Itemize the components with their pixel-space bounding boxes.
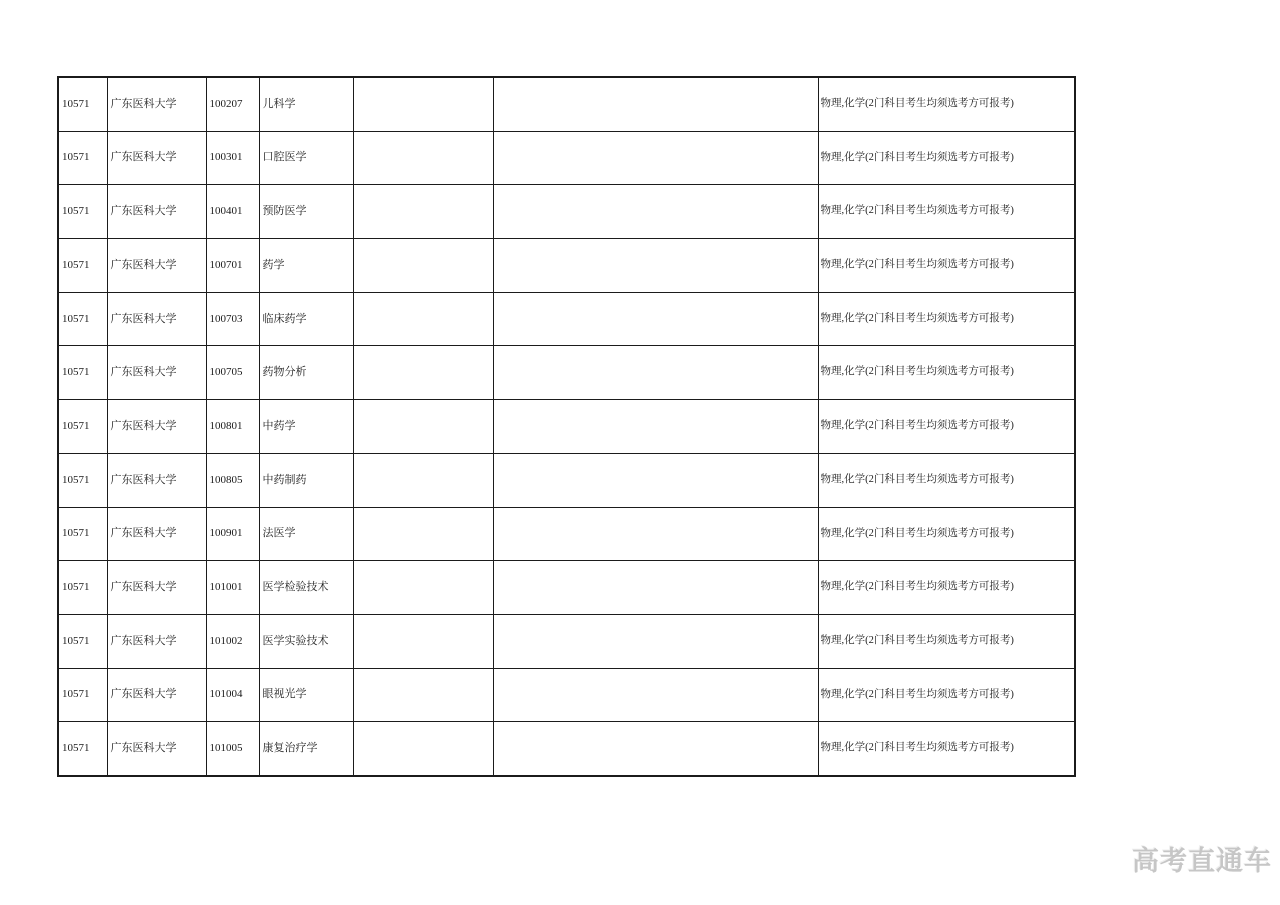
school-name-cell: 广东医科大学 bbox=[107, 561, 206, 615]
table-row bbox=[58, 131, 1075, 185]
empty-cell bbox=[493, 131, 818, 185]
major-code-cell: 101004 bbox=[206, 668, 259, 722]
school-name-cell: 广东医科大学 bbox=[107, 77, 206, 131]
school-name-cell: 广东医科大学 bbox=[107, 185, 206, 239]
major-name-cell: 预防医学 bbox=[259, 185, 353, 239]
table-row bbox=[58, 668, 1075, 722]
major-name-cell: 医学实验技术 bbox=[259, 614, 353, 668]
school-name-cell: 广东医科大学 bbox=[107, 400, 206, 454]
empty-cell bbox=[353, 185, 493, 239]
empty-cell bbox=[353, 722, 493, 776]
empty-cell bbox=[353, 239, 493, 293]
major-name-cell: 临床药学 bbox=[259, 292, 353, 346]
major-name-cell: 中药制药 bbox=[259, 453, 353, 507]
empty-cell bbox=[493, 185, 818, 239]
gaokao-zhitongche-watermark: 高考直通车 bbox=[1132, 846, 1272, 876]
school-name-cell: 广东医科大学 bbox=[107, 614, 206, 668]
admission-table-body bbox=[58, 77, 1075, 776]
school-name-cell: 广东医科大学 bbox=[107, 507, 206, 561]
subject-requirement-cell: 物理,化学(2门科目考生均须选考方可报考) bbox=[818, 185, 1075, 239]
subject-requirement-cell: 物理,化学(2门科目考生均须选考方可报考) bbox=[818, 292, 1075, 346]
empty-cell bbox=[353, 77, 493, 131]
school-code-cell: 10571 bbox=[58, 400, 107, 454]
major-name-cell: 药物分析 bbox=[259, 346, 353, 400]
empty-cell bbox=[353, 561, 493, 615]
major-code-cell: 100207 bbox=[206, 77, 259, 131]
school-code-cell: 10571 bbox=[58, 561, 107, 615]
subject-requirement-cell: 物理,化学(2门科目考生均须选考方可报考) bbox=[818, 131, 1075, 185]
subject-requirement-cell: 物理,化学(2门科目考生均须选考方可报考) bbox=[818, 239, 1075, 293]
table-row bbox=[58, 561, 1075, 615]
major-code-cell: 100701 bbox=[206, 239, 259, 293]
major-code-cell: 101002 bbox=[206, 614, 259, 668]
subject-requirement-cell: 物理,化学(2门科目考生均须选考方可报考) bbox=[818, 668, 1075, 722]
empty-cell bbox=[493, 400, 818, 454]
table-row bbox=[58, 239, 1075, 293]
empty-cell bbox=[493, 346, 818, 400]
table-row bbox=[58, 77, 1075, 131]
school-name-cell: 广东医科大学 bbox=[107, 722, 206, 776]
subject-requirement-cell: 物理,化学(2门科目考生均须选考方可报考) bbox=[818, 561, 1075, 615]
subject-requirement-cell: 物理,化学(2门科目考生均须选考方可报考) bbox=[818, 614, 1075, 668]
school-code-cell: 10571 bbox=[58, 239, 107, 293]
school-name-cell: 广东医科大学 bbox=[107, 453, 206, 507]
subject-requirement-cell: 物理,化学(2门科目考生均须选考方可报考) bbox=[818, 722, 1075, 776]
major-name-cell: 药学 bbox=[259, 239, 353, 293]
school-name-cell: 广东医科大学 bbox=[107, 346, 206, 400]
school-code-cell: 10571 bbox=[58, 131, 107, 185]
school-code-cell: 10571 bbox=[58, 722, 107, 776]
school-name-cell: 广东医科大学 bbox=[107, 292, 206, 346]
empty-cell bbox=[493, 668, 818, 722]
major-name-cell: 法医学 bbox=[259, 507, 353, 561]
empty-cell bbox=[493, 292, 818, 346]
subject-requirement-cell: 物理,化学(2门科目考生均须选考方可报考) bbox=[818, 346, 1075, 400]
table-row bbox=[58, 614, 1075, 668]
school-code-cell: 10571 bbox=[58, 453, 107, 507]
empty-cell bbox=[493, 77, 818, 131]
empty-cell bbox=[353, 507, 493, 561]
major-name-cell: 康复治疗学 bbox=[259, 722, 353, 776]
school-name-cell: 广东医科大学 bbox=[107, 668, 206, 722]
major-name-cell: 儿科学 bbox=[259, 77, 353, 131]
school-name-cell: 广东医科大学 bbox=[107, 131, 206, 185]
school-code-cell: 10571 bbox=[58, 507, 107, 561]
major-code-cell: 100801 bbox=[206, 400, 259, 454]
empty-cell bbox=[353, 668, 493, 722]
major-name-cell: 中药学 bbox=[259, 400, 353, 454]
table-row bbox=[58, 185, 1075, 239]
major-name-cell: 医学检验技术 bbox=[259, 561, 353, 615]
major-code-cell: 100703 bbox=[206, 292, 259, 346]
empty-cell bbox=[493, 614, 818, 668]
school-code-cell: 10571 bbox=[58, 185, 107, 239]
empty-cell bbox=[353, 400, 493, 454]
admission-majors-table bbox=[57, 76, 1076, 777]
table-row bbox=[58, 507, 1075, 561]
school-code-cell: 10571 bbox=[58, 77, 107, 131]
empty-cell bbox=[353, 453, 493, 507]
subject-requirement-cell: 物理,化学(2门科目考生均须选考方可报考) bbox=[818, 400, 1075, 454]
major-code-cell: 100301 bbox=[206, 131, 259, 185]
empty-cell bbox=[353, 131, 493, 185]
major-code-cell: 100401 bbox=[206, 185, 259, 239]
empty-cell bbox=[493, 561, 818, 615]
table-row bbox=[58, 453, 1075, 507]
empty-cell bbox=[493, 507, 818, 561]
major-code-cell: 100705 bbox=[206, 346, 259, 400]
subject-requirement-cell: 物理,化学(2门科目考生均须选考方可报考) bbox=[818, 507, 1075, 561]
table-row bbox=[58, 292, 1075, 346]
major-code-cell: 101001 bbox=[206, 561, 259, 615]
major-name-cell: 眼视光学 bbox=[259, 668, 353, 722]
major-name-cell: 口腔医学 bbox=[259, 131, 353, 185]
subject-requirement-cell: 物理,化学(2门科目考生均须选考方可报考) bbox=[818, 77, 1075, 131]
empty-cell bbox=[353, 292, 493, 346]
subject-requirement-cell: 物理,化学(2门科目考生均须选考方可报考) bbox=[818, 453, 1075, 507]
school-code-cell: 10571 bbox=[58, 668, 107, 722]
table-row bbox=[58, 400, 1075, 454]
school-code-cell: 10571 bbox=[58, 292, 107, 346]
major-code-cell: 100901 bbox=[206, 507, 259, 561]
major-code-cell: 101005 bbox=[206, 722, 259, 776]
empty-cell bbox=[353, 614, 493, 668]
empty-cell bbox=[493, 453, 818, 507]
school-code-cell: 10571 bbox=[58, 614, 107, 668]
major-code-cell: 100805 bbox=[206, 453, 259, 507]
school-code-cell: 10571 bbox=[58, 346, 107, 400]
empty-cell bbox=[493, 239, 818, 293]
empty-cell bbox=[493, 722, 818, 776]
table-row bbox=[58, 346, 1075, 400]
school-name-cell: 广东医科大学 bbox=[107, 239, 206, 293]
empty-cell bbox=[353, 346, 493, 400]
table-row bbox=[58, 722, 1075, 776]
